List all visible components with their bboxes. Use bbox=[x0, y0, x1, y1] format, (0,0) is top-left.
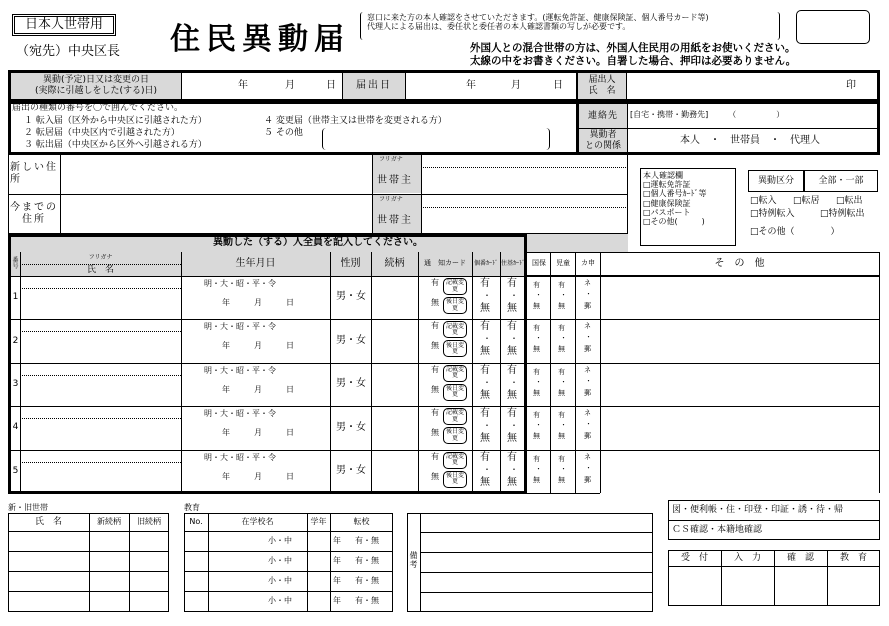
jido-yes[interactable]: 有 bbox=[558, 454, 565, 463]
member-birth-ymd: 年 月 日 bbox=[222, 471, 294, 481]
new-householder-label bbox=[373, 155, 421, 193]
member-birth-ymd: 年 月 日 bbox=[222, 341, 294, 351]
office-checklist-1: 図・便利帳・住・印登・印証・誘・待・帰 bbox=[672, 505, 844, 515]
id-check-license[interactable]: □運転免許証 bbox=[643, 180, 691, 190]
member-era-options[interactable]: 明・大・昭・平・令 bbox=[204, 322, 276, 332]
member-birth-ymd: 年 月 日 bbox=[222, 298, 294, 307]
jido-no[interactable]: 無 bbox=[558, 475, 565, 484]
ka-shin-yuu[interactable]: 郵 bbox=[584, 475, 591, 484]
notice-card-no[interactable]: 無 bbox=[431, 428, 439, 438]
office-checklist-2: ＣＳ確認・本籍地確認 bbox=[672, 525, 763, 535]
old-household-title: 新・旧世帯 bbox=[8, 503, 48, 512]
member-era-options[interactable]: 明・大・昭・平・令 bbox=[204, 452, 276, 462]
member-sex-options[interactable]: 男・女 bbox=[336, 421, 366, 433]
mynumber-card-dot: ・ bbox=[483, 421, 491, 431]
kokuho-no[interactable]: 無 bbox=[533, 388, 540, 397]
move-month: 月 bbox=[285, 80, 295, 91]
col-name: 氏 名 bbox=[86, 265, 114, 276]
filing-day: 日 bbox=[553, 80, 563, 91]
move-type-tenkyo[interactable]: □転居 bbox=[793, 196, 820, 206]
notice-card-no[interactable]: 無 bbox=[431, 298, 439, 307]
notice-card-gobi[interactable]: 後日変更 bbox=[443, 471, 467, 488]
id-check-title: 本人確認欄 bbox=[643, 171, 683, 180]
instruction-1: 外国人との混合世帯の方は、外国人住民用の用紙をお使いください。 bbox=[470, 42, 796, 54]
kokuho-dot: ・ bbox=[535, 291, 542, 299]
id-check-insurance[interactable]: □健康保険証 bbox=[643, 198, 691, 208]
member-name-input[interactable] bbox=[21, 363, 180, 406]
new-relation-header: 新続柄 bbox=[97, 517, 121, 527]
old-address-input[interactable] bbox=[62, 196, 370, 232]
member-sex-options[interactable]: 男・女 bbox=[336, 334, 366, 346]
notice-line-2: 代理人による届出は、委任状と委任者の本人確認書類の写しが必要です。 bbox=[367, 22, 631, 32]
mynumber-card-no[interactable]: 無 bbox=[480, 389, 490, 401]
move-day: 日 bbox=[326, 80, 336, 91]
member-relation-input[interactable] bbox=[372, 450, 417, 493]
kokuho-no[interactable]: 無 bbox=[533, 475, 540, 484]
juki-card-no[interactable]: 無 bbox=[507, 476, 517, 488]
remarks-label: 備考 bbox=[409, 550, 418, 569]
relation-label-2: との関係 bbox=[584, 140, 621, 151]
juki-card-yes[interactable]: 有 bbox=[507, 451, 517, 463]
mynumber-card-dot: ・ bbox=[483, 291, 491, 300]
ka-shin-yuu[interactable]: 郵 bbox=[584, 345, 591, 354]
contact-value[interactable]: [自宅・携帯・勤務先] （ ） bbox=[630, 110, 785, 119]
stamp-input: 入 力 bbox=[733, 552, 761, 563]
stamp-education: 教 育 bbox=[839, 552, 867, 563]
col-relation: 続柄 bbox=[384, 257, 405, 269]
col-ka-shin: カ申 bbox=[581, 259, 595, 268]
ka-shin-dot: ・ bbox=[585, 420, 592, 429]
remarks-box[interactable] bbox=[407, 513, 653, 612]
ka-shin-ne[interactable]: ネ bbox=[584, 452, 591, 461]
kokuho-yes[interactable]: 有 bbox=[533, 411, 540, 420]
new-address-label: 新しい住 所 bbox=[10, 162, 70, 185]
col-kokuho: 国保 bbox=[532, 259, 546, 268]
member-other-input[interactable] bbox=[601, 319, 878, 362]
member-name-input[interactable] bbox=[21, 406, 180, 449]
notice-card-no[interactable]: 無 bbox=[431, 384, 439, 394]
kokuho-dot: ・ bbox=[535, 464, 542, 473]
type-option-5[interactable]: ５ その他 bbox=[264, 128, 303, 138]
kokuho-yes[interactable]: 有 bbox=[533, 324, 540, 333]
col-birthdate: 生年月日 bbox=[235, 257, 276, 269]
householder-label: 世帯主 bbox=[377, 215, 413, 226]
juki-card-yes[interactable]: 有 bbox=[507, 408, 517, 420]
kokuho-no[interactable]: 無 bbox=[533, 345, 540, 354]
page-title: 住民異動届 bbox=[170, 22, 350, 57]
new-householder-input[interactable] bbox=[423, 168, 623, 192]
jido-yes[interactable]: 有 bbox=[558, 324, 565, 333]
member-other-input[interactable] bbox=[601, 276, 878, 319]
move-type-label: 異動区分 bbox=[748, 170, 804, 192]
jido-dot: ・ bbox=[560, 377, 567, 386]
notice-card-no[interactable]: 無 bbox=[431, 341, 439, 351]
move-type-tennyu[interactable]: □転入 bbox=[750, 196, 777, 206]
householder-label: 世帯主 bbox=[377, 175, 413, 186]
jido-yes[interactable]: 有 bbox=[558, 411, 565, 420]
col-furigana: フリガナ bbox=[88, 254, 113, 262]
edu-transfer-header: 転校 bbox=[353, 517, 370, 527]
notice-card-gobi[interactable]: 後日変更 bbox=[443, 340, 467, 357]
jido-no[interactable]: 無 bbox=[558, 345, 565, 354]
member-name-input[interactable] bbox=[21, 319, 180, 362]
notice-card-yes[interactable]: 有 bbox=[431, 408, 439, 418]
notice-card-kisai[interactable]: 記載変更 bbox=[443, 278, 467, 295]
relation-label-1: 異動者 bbox=[589, 129, 617, 140]
notice-card-gobi[interactable]: 後日変更 bbox=[443, 384, 467, 401]
jido-dot: ・ bbox=[560, 291, 567, 299]
edu-grade-unit: 年 bbox=[333, 536, 341, 545]
juki-card-no[interactable]: 無 bbox=[507, 346, 517, 358]
furigana-label: フリガナ bbox=[379, 156, 403, 163]
old-householder-input[interactable] bbox=[423, 208, 623, 232]
move-type-value[interactable]: 全部・一部 bbox=[804, 170, 878, 192]
member-birth-ymd: 年 月 日 bbox=[222, 428, 294, 438]
filing-year: 年 bbox=[466, 80, 476, 91]
move-type-special-out[interactable]: □特例転出 bbox=[820, 209, 865, 219]
col-juki-card: 住基ｶｰﾄﾞ bbox=[501, 259, 526, 267]
col-jido: 児童 bbox=[556, 259, 570, 268]
stamp-reception: 受 付 bbox=[680, 552, 708, 563]
filing-month: 月 bbox=[511, 80, 521, 91]
col-notice-card: 通 知カード bbox=[424, 259, 466, 268]
mynumber-card-yes[interactable]: 有 bbox=[480, 451, 490, 463]
ka-shin-dot: ・ bbox=[585, 333, 592, 342]
mynumber-card-no[interactable]: 無 bbox=[480, 303, 490, 314]
move-type-tenshutsu[interactable]: □転出 bbox=[836, 196, 863, 206]
edu-school-level[interactable]: 小・中 bbox=[268, 556, 292, 565]
ka-shin-yuu[interactable]: 郵 bbox=[584, 432, 591, 441]
member-era-options[interactable]: 明・大・昭・平・令 bbox=[204, 365, 276, 375]
member-other-input[interactable] bbox=[601, 450, 878, 493]
kokuho-dot: ・ bbox=[535, 377, 542, 386]
kokuho-dot: ・ bbox=[535, 334, 542, 343]
juki-card-yes[interactable]: 有 bbox=[507, 321, 517, 333]
member-row-number: 2 bbox=[12, 335, 19, 346]
old-relation-header: 旧続柄 bbox=[137, 517, 161, 527]
ka-shin-dot: ・ bbox=[585, 463, 592, 472]
member-other-input[interactable] bbox=[601, 406, 878, 449]
notice-card-kisai[interactable]: 記載変更 bbox=[443, 452, 467, 469]
move-date-label-1: 異動(予定)日又は変更の日 bbox=[42, 75, 150, 86]
mynumber-card-dot: ・ bbox=[483, 334, 491, 344]
juki-card-no[interactable]: 無 bbox=[507, 303, 517, 314]
filer-name-input[interactable] bbox=[627, 73, 877, 99]
member-sex-options[interactable]: 男・女 bbox=[336, 465, 366, 477]
edu-transfer-options[interactable]: 有・無 bbox=[355, 576, 379, 585]
member-row-number: 1 bbox=[12, 292, 19, 303]
reception-number-box[interactable] bbox=[796, 10, 870, 44]
member-row-number: 4 bbox=[12, 422, 19, 433]
addressee: （宛先）中央区長 bbox=[16, 44, 121, 59]
education-title: 教育 bbox=[184, 503, 200, 512]
filer-name-label-2: 氏 名 bbox=[588, 86, 616, 96]
member-name-input[interactable] bbox=[21, 450, 180, 493]
edu-no-header: No. bbox=[189, 517, 203, 527]
member-relation-input[interactable] bbox=[372, 319, 417, 362]
notice-card-yes[interactable]: 有 bbox=[431, 321, 439, 331]
mynumber-card-no[interactable]: 無 bbox=[480, 476, 490, 488]
notice-card-kisai[interactable]: 記載変更 bbox=[443, 408, 467, 425]
edu-transfer-options[interactable]: 有・無 bbox=[355, 536, 379, 545]
id-check-other[interactable]: □その他( ) bbox=[643, 216, 705, 226]
notice-card-yes[interactable]: 有 bbox=[431, 451, 439, 461]
relation-options[interactable]: 本人 ・ 世帯員 ・ 代理人 bbox=[680, 135, 820, 146]
mynumber-card-no[interactable]: 無 bbox=[480, 346, 490, 358]
notice-card-no[interactable]: 無 bbox=[431, 471, 439, 481]
edu-grade-unit: 年 bbox=[333, 556, 341, 565]
edu-grade-unit: 年 bbox=[333, 596, 341, 605]
member-row-number: 3 bbox=[12, 379, 19, 390]
household-type-label: 日本人世帯用 bbox=[12, 14, 116, 36]
kokuho-no[interactable]: 無 bbox=[533, 432, 540, 441]
jido-yes[interactable]: 有 bbox=[558, 367, 565, 376]
juki-card-no[interactable]: 無 bbox=[507, 433, 517, 445]
type-instruction: 届出の種類の番号を〇で囲んでください。 bbox=[12, 103, 184, 113]
member-sex-options[interactable]: 男・女 bbox=[336, 291, 366, 303]
juki-card-dot: ・ bbox=[510, 421, 518, 431]
kokuho-yes[interactable]: 有 bbox=[533, 454, 540, 463]
member-sex-options[interactable]: 男・女 bbox=[336, 378, 366, 390]
edu-grade-header: 学年 bbox=[310, 517, 327, 527]
edu-grade-unit: 年 bbox=[333, 576, 341, 585]
jido-dot: ・ bbox=[560, 464, 567, 473]
notice-line-1: 窓口に来た方の本人確認をさせていただきます。(運転免許証、健康保険証、個人番号カード等) bbox=[367, 13, 709, 22]
juki-card-yes[interactable]: 有 bbox=[507, 278, 517, 289]
ka-shin-dot: ・ bbox=[585, 376, 592, 385]
jido-no[interactable]: 無 bbox=[558, 388, 565, 397]
ka-shin-ne[interactable]: ネ bbox=[584, 409, 591, 418]
edu-school-level[interactable]: 小・中 bbox=[268, 596, 292, 605]
move-date-label bbox=[11, 73, 181, 99]
edu-school-level[interactable]: 小・中 bbox=[268, 536, 292, 545]
jido-no[interactable]: 無 bbox=[558, 432, 565, 441]
mynumber-card-yes[interactable]: 有 bbox=[480, 364, 490, 376]
col-number: 番号 bbox=[12, 256, 19, 270]
filer-name-label-1: 届出人 bbox=[588, 75, 616, 86]
edu-school-level[interactable]: 小・中 bbox=[268, 576, 292, 585]
seal-mark: 印 bbox=[846, 80, 856, 91]
type-option-2[interactable]: ２ 転居届（中央区内で引越された方） bbox=[24, 128, 180, 138]
member-birth-ymd: 年 月 日 bbox=[222, 384, 294, 394]
kokuho-yes[interactable]: 有 bbox=[533, 281, 540, 289]
juki-card-dot: ・ bbox=[510, 464, 518, 474]
mynumber-card-yes[interactable]: 有 bbox=[480, 278, 490, 289]
type-option-3[interactable]: ３ 転出届（中央区から区外へ引越される方） bbox=[24, 140, 207, 150]
member-relation-input[interactable] bbox=[372, 276, 417, 319]
id-check-mynumber[interactable]: □個人番号ｶｰﾄﾞ等 bbox=[643, 189, 707, 199]
col-sex: 性別 bbox=[340, 257, 361, 269]
new-address-input[interactable] bbox=[62, 156, 370, 192]
contact-label: 連絡先 bbox=[579, 104, 627, 128]
mynumber-card-dot: ・ bbox=[483, 464, 491, 474]
notice-card-gobi[interactable]: 後日変更 bbox=[443, 297, 467, 314]
move-date-label-2: (実際に引越しをした(する)日) bbox=[34, 86, 158, 96]
old-address-label: 今までの住所 bbox=[10, 202, 58, 225]
notice-card-gobi[interactable]: 後日変更 bbox=[443, 427, 467, 444]
members-heading: 異動した（する）人全員を記入してください。 bbox=[8, 234, 628, 252]
relation-label bbox=[579, 129, 627, 152]
mynumber-card-no[interactable]: 無 bbox=[480, 433, 490, 445]
type-option-1[interactable]: １ 転入届（区外から中央区に引越された方） bbox=[24, 116, 207, 126]
notice-card-kisai[interactable]: 記載変更 bbox=[443, 365, 467, 382]
member-row-number: 5 bbox=[12, 465, 19, 476]
jido-yes[interactable]: 有 bbox=[558, 281, 565, 289]
id-check-passport[interactable]: □パスポート bbox=[643, 207, 691, 217]
mynumber-card-dot: ・ bbox=[483, 377, 491, 387]
id-check-notice bbox=[360, 12, 780, 40]
juki-card-dot: ・ bbox=[510, 377, 518, 387]
notice-card-kisai[interactable]: 記載変更 bbox=[443, 321, 467, 338]
member-relation-input[interactable] bbox=[372, 406, 417, 449]
filer-name-label bbox=[578, 73, 626, 99]
type-option-4[interactable]: ４ 変更届（世帯主又は世帯を変更される方） bbox=[264, 116, 447, 126]
furigana-label: フリガナ bbox=[379, 196, 403, 203]
kokuho-no[interactable]: 無 bbox=[533, 302, 540, 310]
jido-dot: ・ bbox=[560, 334, 567, 343]
member-other-input[interactable] bbox=[601, 363, 878, 406]
ka-shin-ne[interactable]: ネ bbox=[584, 365, 591, 374]
member-name-input[interactable] bbox=[21, 276, 180, 319]
mynumber-card-yes[interactable]: 有 bbox=[480, 408, 490, 420]
member-relation-input[interactable] bbox=[372, 363, 417, 406]
ka-shin-yuu[interactable]: 郵 bbox=[584, 302, 591, 310]
ka-shin-ne[interactable]: ネ bbox=[584, 279, 591, 287]
kokuho-yes[interactable]: 有 bbox=[533, 367, 540, 376]
ka-shin-ne[interactable]: ネ bbox=[584, 322, 591, 331]
filing-date-label: 届出日 bbox=[343, 73, 405, 99]
ka-shin-dot: ・ bbox=[585, 290, 592, 298]
juki-card-dot: ・ bbox=[510, 334, 518, 344]
jido-no[interactable]: 無 bbox=[558, 302, 565, 310]
notice-card-yes[interactable]: 有 bbox=[431, 278, 439, 287]
edu-school-header: 在学校名 bbox=[241, 517, 274, 527]
col-other: そ の 他 bbox=[714, 257, 765, 269]
member-era-options[interactable]: 明・大・昭・平・令 bbox=[204, 279, 276, 288]
ka-shin-yuu[interactable]: 郵 bbox=[584, 388, 591, 397]
juki-card-yes[interactable]: 有 bbox=[507, 364, 517, 376]
member-era-options[interactable]: 明・大・昭・平・令 bbox=[204, 409, 276, 419]
mynumber-card-yes[interactable]: 有 bbox=[480, 321, 490, 333]
notice-card-yes[interactable]: 有 bbox=[431, 364, 439, 374]
move-type-other[interactable]: □その他（ ） bbox=[750, 227, 840, 237]
move-type-special-in[interactable]: □特例転入 bbox=[750, 209, 795, 219]
old-household-name-header: 氏 名 bbox=[34, 516, 62, 527]
edu-transfer-options[interactable]: 有・無 bbox=[355, 596, 379, 605]
stamp-confirm: 確 認 bbox=[786, 552, 814, 563]
other-type-input[interactable] bbox=[322, 128, 550, 150]
instruction-2: 太線の中をお書きください。自署した場合、押印は必要ありません。 bbox=[470, 55, 797, 67]
kokuho-dot: ・ bbox=[535, 421, 542, 430]
jido-dot: ・ bbox=[560, 421, 567, 430]
col-mynumber-card: 個番ｶｰﾄﾞ bbox=[473, 259, 498, 267]
old-householder-label bbox=[373, 195, 421, 233]
edu-transfer-options[interactable]: 有・無 bbox=[355, 556, 379, 565]
juki-card-no[interactable]: 無 bbox=[507, 389, 517, 401]
move-year: 年 bbox=[238, 80, 248, 91]
juki-card-dot: ・ bbox=[510, 291, 518, 300]
id-check-box bbox=[640, 168, 736, 246]
